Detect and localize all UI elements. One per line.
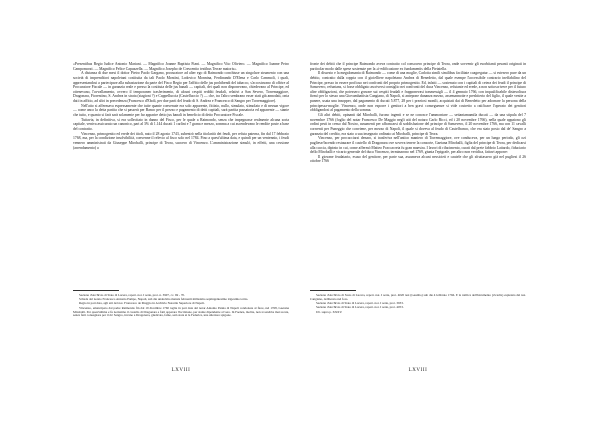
- left-paragraph: Tuttavia, in definitiva, si era sollecitato in danno del Fisco, per le quale a Raimondo, senza che impegnasse realmente alcuna sorta capitale, veniva assicurato un canonico, pari al 3% di 1.144 ducati 1 carlini e 7 grana e mezzo, somma a cui ascendevano le rendite poste a base del contratto.: [73, 117, 289, 131]
- footnote: Scheda del notaio Francesco Antonio Pampo, Napoli, sub die undecimo mensis februarii millesimo septingentesimo trigesimo tertio.: [79, 297, 249, 302]
- right-paragraph: Il giovane feudatario, esuso del genitore, per parte sua, assumeva alcuni nessicieti e cautele che gli sfruttassero già nel pugliesi il 26 ottobre 1766: [310, 154, 526, 164]
- footnote: Vincenzo, emancipato dal padre Raimondo fin dal 19 dicembre 1760 toglie in pari data del notar Antonio Panna di Napoli condonare al fiore, nel 1768, Gaetana Miroballi. Per quest'ultima e fu notissimo il castello di Dragonara e fatti apparare l'iscrizione, per stante dipendente al vero. In Faenza, inoltre, non si sarebbe mai recata, senza fatti consagnare per il da' Sangro, invano a Dragonara, giudicata, fame, sarà stata ai la Federica, una ulteriore spigone.: [73, 305, 289, 318]
- right-paragraph: Il dissesto e la megalomania di Raimondo — come di una moglie, Carlotta simili similibus facilitate coagregatur — si estesero pure da un debito, contratto dalla coppia con il gioielliere napoletano Andrea di Benedetto, dal quale esempe l'accessibile contrario ineffabilino del Principe, presso in essere proficuo nei confronti del proprio primogenito. Ed, infatti — sostenuto con i capitali di cetera dei feudi il principe di Sansevero, refuntans, si fosse obbligato ascriversi consiglio nei confronti del duca Vincenzo, refutante ed erede, a non sottoscrivere per il futuro altre obbligazioni, che potessero gravare sui cespiti feudali e frapponevasi trasmessigli — il 4 gennaio 1766, con inqualificabile disinvoltura firmò per lo stesso una Giovambattista Cangiano, di Napoli, si antepone dunanza mezzo, assemannotte e presbiterio del figlio, il quale venite a punere, usata una insopper, dal pagamento di ducati 5.877, 28 per i preziosi monili, acquistati dai di Benedetto per adornare la persona della principessa-moglie. Vincenzo, onde non esporre i genitori a ben gravi conseguenze si vide costretto a ratificare l'operato dei genitori obbligandosi al pagamento della somma.: [310, 71, 526, 113]
- left-page: [73, 62, 289, 354]
- footnote-divider: [73, 290, 119, 291]
- right-page: [310, 62, 526, 354]
- footnote: Sezione d'Archivio di Stato di Lucera, repert. not. I serie, prot. 3933.: [316, 301, 404, 306]
- right-footnotes: [310, 294, 526, 354]
- left-paragraph: A distanza di due mesi il dottor Pietro Paolo Gargano, procuratore ad alter ego di Raimondo conchiuse un singolare strumento con una società di imprenditori napoletani costituita da tali Paolo Montini, Lodovico Monnina, Ferdinando D'Elena e Carlo Cammoli, i quali, appresentandosi a partecipare alla subastazione da parte del Fisco Regio per l'affitto delle jus prohibendi del tabacco, s'accostavano di offrire al Procuratore Fiscale — in garanzia reale e presso la costituta delle jus banali — capitali, dei quali non disponevano, chiedevano al Principe, ed ottenevano, l'avvallamento, ovvero il temporaneo trasferimento, di alcuni cespiti redditi feudali, relativi a San Severo, Torremaggiore, Dragonara, Fiorentino, S. Andrea in strata (stagioni ?) e Cappelluccia (Castelluccio ?) — che, tra l'altro sembrano esser stati già annodati, onta dati in affitto, ad altri in precedenza (Francesco d'Eboli, per due parti del feudo di S. Andrea e Francesco di Sangro per Torremaggiore).: [73, 71, 289, 104]
- right-paragraph: fronte dei debiti che il principe Raimondo aveva contratto col consocero principe di Teora, onde sovvenir gli esorbitanti pesanti originati in particolar modo dalle spese sostenute per la «i-edificazione ex fundamentis della Pietatella.: [310, 62, 526, 71]
- left-paragraph: Nell'atto si affermava espressamente che tutte quante convenute era solo apparente, fittizio, nullo, simulato, stimolato e di nessun vigore — come anco la detta partita che si passerà per Banco per il prezzo e pagamento di detti capitali, sarà partita passatoria ed apparente — stante che tutto, e quanto si farà sarà solamente per far apparire detto jus banali in beneficio di detto Procuratore Fiscale.: [73, 103, 289, 118]
- footnote: Regio in pari data, agli atti del not. Francesco de Maggio in Archivio Notarile Superiore di Napoli.: [79, 301, 205, 306]
- left-paragraph: Vincenzo, primogenito ed erede dei titoli, nato il 28 agosto 1743, subentrò nella titolarità dei feudi, per refuta paterna, fin dal 17 febbraio 1768, ma, per la condizione insolvibilità, convenne il relevio al fisco solo nel 1784. Fino a quest'ultima data, e quindi per un ventennio, i feudi vennero amministrati da Giuseppe Miroballi, principe di Teora, suocero di Vincenzo. L'amministrazione simulò, in effetti, una cessione (arrendamento) a: [73, 131, 289, 150]
- left-footnotes: [73, 294, 289, 354]
- footnote: Ult. supra p. XXXV.: [316, 309, 343, 314]
- page-number-right: LXVIII: [408, 368, 428, 373]
- left-paragraph: «Presentibus Regio Iudice Antonio Mariani. — Magnifico Joanne Baptista Fiani. — Magnifico Vito Oliviero. — Magnifico Ioanne Petro Campomorzi. — Magnifico Felice Capuzzella. — Magnifico Josepho de Crescentio testibus Terrae maioris».: [73, 62, 289, 71]
- footnote: Sezione d'Archivio di Stato di Lucera, repert. not. I serie, prot. 4053.: [316, 305, 404, 310]
- right-paragraph: Vincenzo, per procacciarsi denaro, si trasferiva nell'antico maniero di Torremaggiore, ove conduceva, per un lungo periodo, gli ozi pugliese/facendo restaurare il castello di Dragonara ove soveva tenere la consorte, Gaetana Miroballi, figlia del principe di Teora, per dedicarsi alla caccia, dipinto in cui, come affermò Matteo Fraccacreta fu gran maestra. I lavori di rifacimento, curati dal prete fabbrio Lattardo, fiduciario dello Miroballi e vicario generale del duca Vincenzo, terminarono nel 1769, giunta l'epigrafe, per altro non veridica, fattavi apporre:: [310, 136, 526, 155]
- footnote: Sezione d'Archivio di Stato di Lucera, repert. not. I serie, prot. 4020 tesi (Gaudito) sub die 4 febbraio 1766. E la ratifica dell'istrumento (vicariis) espletata dal not. Cangiano, deliberato nel foro.: [310, 294, 526, 301]
- page-number-left: LXVIII: [171, 368, 191, 373]
- left-body-text: [73, 62, 289, 288]
- right-paragraph: Gli altri debiti, opinanti dal Miroballi, furono ingenti e se ne conosce l'ammontare — settantamamila ducati — da una stipula del 7 novembre 1766 (foglio del notar Francesco De Maggio negli atti del notaro Carlo Ricci, ed i 20 novembre 1766), nella quale appaiono gli ordini pesti in censo dal Nostro, assumenti per affrancarsi di soddisfazione del principe di Sansevero, il 20 novembre 1766, ma con 11 cavalli corrrenti per Puneggio che conviene, per mezzo di Napoli, il quale si doveva al feudo di Castelfranco, che era stato posto dal de' Sangro a garanzia del credito, era stato a sua insegnato ordinato ai Miroballi, principe di Teora.: [310, 113, 526, 136]
- footnote: Sezione d'Archivio di Stato di Lucera, repert. not. I serie, prot. n. 3907, cc. 69 - 70.: [79, 294, 185, 297]
- footnote-divider: [310, 290, 356, 291]
- right-body-text: [310, 62, 526, 288]
